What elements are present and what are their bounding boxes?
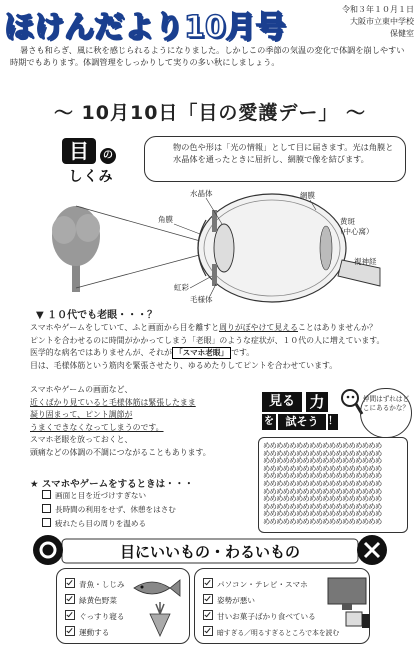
good-item: ぐっすり寝る xyxy=(65,609,183,625)
tip-item: 画面と目を近づけすぎない xyxy=(42,489,176,503)
checkbox-icon xyxy=(42,504,51,513)
good-bad-title: 目にいいもの・わるいもの xyxy=(119,543,301,561)
tv-phone-icon xyxy=(322,574,378,630)
me-char: 目 xyxy=(62,138,96,164)
p5-text: スマホやゲームの画面など、 xyxy=(30,385,133,394)
grid-row: めめめめめめめめめめめめめめめめめめ xyxy=(263,456,382,466)
newsletter-title: ほけんだより10月号 xyxy=(4,10,286,45)
office-name: 保健室 xyxy=(390,29,414,38)
vision-test-title xyxy=(262,392,358,430)
intro-text: 暑さも和らぎ、風に秋を感じられるようになりました。しかしこの季節の気温の変化で体調を崩しやすい時期でもあります。体調管理をしっかりして実りの多い秋にしましょう。 xyxy=(10,45,405,67)
p3b-text: です。 xyxy=(231,348,255,357)
grid-row: めめめめめめめめめめめめめめめめめめ xyxy=(263,509,382,519)
grid-row: めめめめめめめめめめめめめめめめめめ xyxy=(263,516,382,526)
hint-bubble: 仲間はずれはどこにあるかな？ xyxy=(360,388,412,438)
check-icon xyxy=(65,594,75,604)
p1b-text: ことはありませんか？ xyxy=(297,323,377,332)
ciliary-label: 毛様体 xyxy=(190,295,213,304)
good-item: 運動する xyxy=(65,625,183,641)
p6-text: スマホ老眼を放っておくと、 xyxy=(30,435,133,444)
macula-label: 黄斑 xyxy=(340,217,355,226)
shikumi-label: しくみ xyxy=(68,169,114,185)
check-icon xyxy=(65,610,75,620)
grid-row: めめめめめめめめめめめめめめめめめめ xyxy=(263,478,382,488)
p3a-text: 医学的な病名ではありませんが、それが xyxy=(30,348,173,357)
bad-item: 姿勢が悪い xyxy=(203,593,363,609)
u2-text: 凝り固まって、ピント調節が xyxy=(30,410,133,419)
check-icon xyxy=(65,578,75,588)
checkbox-icon xyxy=(42,518,51,527)
smartphone-tips-heading: ★ スマホやゲームをするときは・・・ xyxy=(30,479,194,490)
smartphone-presbyopia-term: 「スマホ老眼」 xyxy=(172,347,231,359)
good-item: 緑黄色野菜 xyxy=(65,593,183,609)
grid-row: めめめめめめめめめめめめめめめめめめ xyxy=(263,471,382,481)
miru-text: 見る xyxy=(262,392,302,412)
check-icon xyxy=(203,578,213,588)
exclamation-text: ！ xyxy=(328,414,338,430)
p1a-text: スマホやゲームをしていて、ふと画面から目を離すと xyxy=(30,323,220,332)
bad-item: パソコン・テレビ・スマホ xyxy=(203,577,363,593)
check-icon xyxy=(203,626,213,636)
tamesou-text: 試そう xyxy=(278,414,326,430)
grid-row: めめめめめめめめめめめめめめめめめめ xyxy=(263,494,382,504)
bad-item: 暗すぎる／明るすぎるところで本を読む xyxy=(203,625,363,641)
check-icon xyxy=(203,610,213,620)
bad-item: 甘いお菓子ばかり食べている xyxy=(203,609,363,625)
grid-row: めめめめめめめめめめめめめめめめめめ xyxy=(263,463,382,473)
p2-text: ピントを合わせるのに時間がかかってしまう「老眼」のような症状が、１０代の人に増えています。 xyxy=(30,335,385,345)
presbyopia-heading: ▼ １０代でも老眼・・・？ xyxy=(36,310,158,321)
retina-label: 網膜 xyxy=(300,191,315,200)
school-name: 大阪市立東中学校 xyxy=(350,17,414,26)
grid-row: めめめめめめめめめめめめめめめめめめ xyxy=(263,501,382,511)
optic-nerve-label: 視神経 xyxy=(354,257,377,266)
tip-item: 疲れたら目の周りを温める xyxy=(42,517,176,531)
p4-text: 目は、毛様体筋という筋肉を緊張させたり、ゆるめたりしてピントを合わせています。 xyxy=(30,360,338,370)
grid-row: めめめめめめめめめめめめめめめめめめ xyxy=(263,441,382,450)
tip-item: 長時間の利用をせず、休憩をはさむ xyxy=(42,503,176,517)
presbyopia-text-bottom xyxy=(30,384,260,459)
issue-date: 令和３年１０月１日 xyxy=(342,5,414,14)
main-title: ～ 10月10日「目の愛護デー」 ～ xyxy=(53,102,367,124)
presbyopia-text-top xyxy=(30,322,414,372)
no-char: の xyxy=(100,148,116,164)
p7-text: 頭痛などの体調の不調につながることもあります。 xyxy=(30,447,211,457)
wo-text: を xyxy=(262,414,276,430)
good-item: 青魚・しじみ xyxy=(65,577,183,593)
u1-text: 近くばかり見ていると毛様体筋は緊張したまま xyxy=(30,397,196,407)
grid-row: めめめめめめめめめめめめめめめめめめ xyxy=(263,486,382,496)
p1u-text: 周りがぼやけて見える xyxy=(219,323,298,332)
u3-text: うまくできなくなってしまうのです。 xyxy=(30,422,164,432)
checkbox-icon xyxy=(42,490,51,499)
eye-structure-title xyxy=(56,138,126,186)
check-icon xyxy=(65,626,75,636)
eye-diagram xyxy=(40,188,400,306)
lens-label: 水晶体 xyxy=(190,189,213,198)
good-bad-banner xyxy=(32,533,388,567)
fish-vegetable-icon xyxy=(130,574,186,640)
cornea-label: 角膜 xyxy=(158,215,173,224)
tree-icon xyxy=(52,206,100,292)
check-icon xyxy=(203,594,213,604)
smartphone-tips-list xyxy=(42,489,176,531)
light-info-bubble: 物の色や形は「光の情報」として目に届きます。光は角膜と水晶体を通ったときに屈折し、網膜で像を結びます。 xyxy=(144,136,406,182)
vision-test-grid xyxy=(258,437,408,533)
fovea-label: （中心窩） xyxy=(336,227,374,236)
grid-row: めめめめめめめめめめめめめめめめめめ xyxy=(263,448,382,458)
header-meta xyxy=(342,4,414,40)
chikara-text: 力 xyxy=(306,392,328,412)
iris-label: 虹彩 xyxy=(174,283,189,292)
